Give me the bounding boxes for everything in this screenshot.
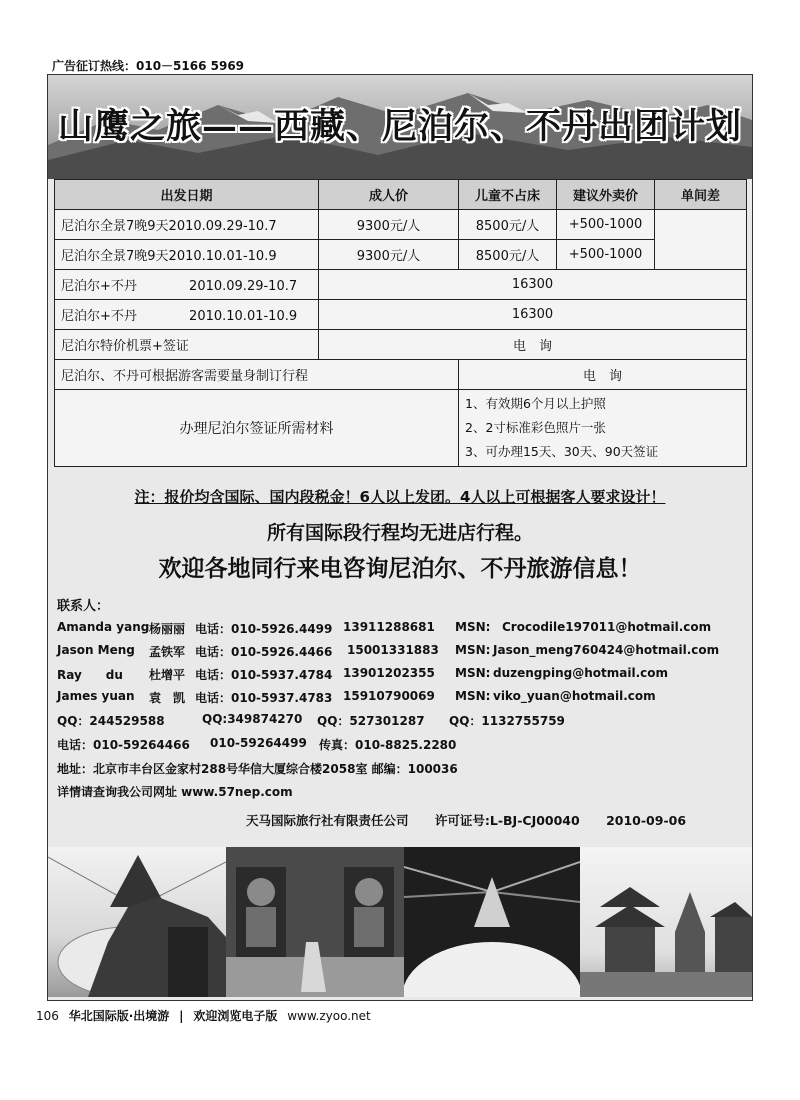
row-adult: 9300元/人 [319, 210, 459, 240]
table-row [55, 330, 747, 360]
table-row [55, 270, 747, 300]
banner [48, 75, 752, 179]
prayer-flags-image [404, 847, 580, 997]
contact-en-name: Jason Meng [57, 643, 135, 657]
promo-text: 欢迎浏览电子版 [193, 1009, 278, 1023]
prayer-flags-photo [404, 847, 580, 997]
contact-mobile: 13901202355 [343, 666, 435, 680]
site-link[interactable]: www.zyoo.net [287, 1009, 371, 1023]
custom-value: 电 询 [459, 360, 747, 390]
combo-row-label [55, 270, 319, 300]
company-footer [246, 811, 686, 829]
visa-items [459, 390, 747, 467]
row-retail: +500-1000 [557, 240, 655, 270]
airfare-value: 电 询 [319, 330, 747, 360]
contact-msn: duzengping@hotmail.com [493, 666, 668, 680]
note-text: 注：报价均含国际、国内段税金！6人以上发团。4人以上可根据客人要求设计！ [134, 488, 666, 506]
temple-photo [580, 847, 752, 997]
qq-number: QQ：244529588 [57, 714, 165, 728]
license-number: 许可证号:L-BJ-CJ00040 [434, 813, 580, 828]
photo-strip [48, 847, 752, 997]
price-table [54, 179, 747, 467]
table-header-row [55, 180, 747, 210]
contact-mobile: 13911288681 [343, 620, 435, 634]
table-row [55, 300, 747, 330]
combo-date: 2010.10.01-10.9 [189, 309, 298, 324]
table-row [55, 360, 747, 390]
contact-en-name: Ray du [57, 668, 123, 682]
visa-item: 1、有效期6个月以上护照 [465, 396, 606, 411]
combo-name: 尼泊尔+不丹 [61, 279, 137, 294]
visa-label: 办理尼泊尔签证所需材料 [55, 390, 459, 467]
contact-tel: 电话：010-5937.4784 [195, 668, 333, 682]
msn-label: MSN: [455, 689, 491, 703]
row-retail: +500-1000 [557, 210, 655, 240]
contact-mobile: 15001331883 [347, 643, 439, 657]
combo-price: 16300 [319, 300, 747, 330]
fax: 传真：010-8825.2280 [319, 738, 457, 752]
website-link[interactable]: 详情请查询我公司网址 www.57nep.com [57, 785, 293, 799]
header-date: 出发日期 [55, 180, 319, 210]
msn-label: MSN: [455, 666, 491, 680]
headline-no-shopping: 所有国际段行程均无进店行程。 [266, 522, 533, 544]
statues-photo [226, 847, 404, 997]
advertisement-frame [47, 74, 753, 1001]
row-single [655, 210, 747, 270]
contact-tel: 电话：010-5926.4466 [195, 645, 333, 659]
company-name: 天马国际旅行社有限责任公司 [246, 813, 409, 828]
header-single: 单间差 [655, 180, 747, 210]
contact-en-name: James yuan [57, 689, 135, 703]
qq-number: QQ：1132755759 [449, 714, 565, 728]
table-row [55, 240, 747, 270]
combo-date: 2010.09.29-10.7 [189, 279, 298, 294]
qq-number: QQ:349874270 [202, 712, 303, 726]
page-number: 106 [36, 1009, 59, 1023]
office-phone-2: 010-59264499 [210, 736, 307, 750]
msn-label: MSN: [455, 643, 491, 657]
stupa-image [48, 847, 226, 997]
row-child: 8500元/人 [459, 240, 557, 270]
contact-cn-name: 杨丽丽 [149, 622, 186, 636]
combo-row-label [55, 300, 319, 330]
contact-cn-name: 孟铁军 [149, 645, 186, 659]
contact-cn-name: 袁 凯 [149, 691, 186, 705]
header-child: 儿童不占床 [459, 180, 557, 210]
row-child: 8500元/人 [459, 210, 557, 240]
combo-price: 16300 [319, 270, 747, 300]
header-retail: 建议外卖价 [557, 180, 655, 210]
visa-item: 2、2寸标准彩色照片一张 [465, 420, 606, 435]
row-date: 尼泊尔全景7晚9天2010.09.29-10.7 [55, 210, 319, 240]
contacts-block [57, 595, 747, 799]
airfare-label: 尼泊尔特价机票+签证 [55, 330, 319, 360]
address: 地址：北京市丰台区金家村288号华信大厦综合楼2058室 邮编：100036 [57, 762, 458, 776]
custom-label: 尼泊尔、不丹可根据游客需要量身制订行程 [55, 360, 459, 390]
contact-tel: 电话：010-5937.4783 [195, 691, 333, 705]
visa-item: 3、可办理15天、30天、90天签证 [465, 444, 659, 459]
office-phone: 电话：010-59264466 [57, 738, 190, 752]
msn-label: MSN: [455, 620, 491, 634]
banner-title: 山鹰之旅——西藏、尼泊尔、不丹出团计划 [57, 106, 742, 147]
table-row [55, 210, 747, 240]
price-note [48, 486, 752, 507]
issue-date: 2010-09-06 [606, 813, 687, 828]
contact-en-name: Amanda yang [57, 620, 150, 634]
page-footer [36, 1007, 371, 1024]
publication-name: 华北国际版·出境游 [68, 1009, 170, 1023]
contact-cn-name: 杜增平 [149, 668, 186, 682]
ad-hotline: 广告征订热线：010－5166 5969 [52, 59, 245, 73]
row-adult: 9300元/人 [319, 240, 459, 270]
footer-separator: | [179, 1009, 184, 1023]
headline-welcome: 欢迎各地同行来电咨询尼泊尔、不丹旅游信息！ [158, 556, 642, 582]
contact-mobile: 15910790069 [343, 689, 435, 703]
table-row [55, 390, 747, 467]
qq-number: QQ：527301287 [317, 714, 425, 728]
contact-msn: viko_yuan@hotmail.com [493, 689, 656, 703]
contact-tel: 电话：010-5926.4499 [195, 622, 333, 636]
contact-msn: Crocodile197011@hotmail.com [502, 620, 712, 634]
row-date: 尼泊尔全景7晚9天2010.10.01-10.9 [55, 240, 319, 270]
combo-name: 尼泊尔+不丹 [61, 309, 137, 324]
temple-image [580, 847, 752, 997]
contact-msn: Jason_meng760424@hotmail.com [493, 643, 720, 657]
stupa-photo [48, 847, 226, 997]
statues-image [226, 847, 404, 997]
header-adult: 成人价 [319, 180, 459, 210]
contacts-label: 联系人： [57, 599, 110, 614]
